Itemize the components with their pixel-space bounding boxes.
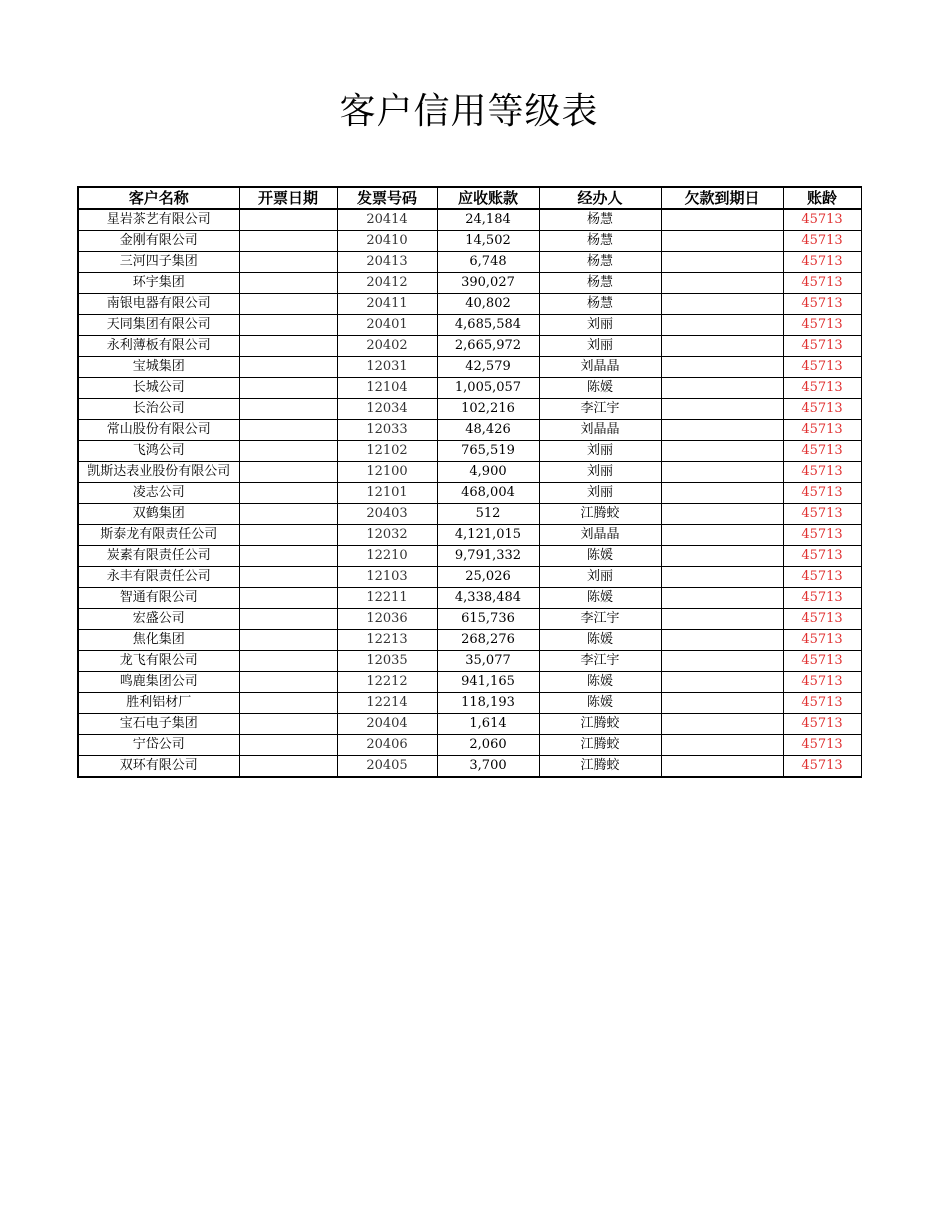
cell-due-date[interactable]	[661, 357, 783, 378]
table-row	[78, 483, 861, 504]
cell-due-date[interactable]	[661, 693, 783, 714]
cell-invoice-number[interactable]: 20403	[337, 504, 437, 525]
cell-customer-name[interactable]: 焦化集团	[78, 630, 239, 651]
cell-account-age[interactable]: 45713	[783, 231, 861, 252]
cell-handler[interactable]: 刘丽	[539, 567, 661, 588]
cell-customer-name[interactable]: 宁岱公司	[78, 735, 239, 756]
cell-receivable[interactable]: 40,802	[437, 294, 539, 315]
cell-customer-name[interactable]: 双环有限公司	[78, 756, 239, 778]
cell-invoice-date[interactable]	[239, 609, 337, 630]
cell-due-date[interactable]	[661, 231, 783, 252]
cell-handler[interactable]: 杨慧	[539, 209, 661, 231]
cell-account-age[interactable]: 45713	[783, 756, 861, 778]
cell-account-age[interactable]: 45713	[783, 546, 861, 567]
cell-due-date[interactable]	[661, 336, 783, 357]
cell-invoice-date[interactable]	[239, 315, 337, 336]
cell-receivable[interactable]: 468,004	[437, 483, 539, 504]
cell-handler[interactable]: 李江宇	[539, 609, 661, 630]
cell-receivable[interactable]: 118,193	[437, 693, 539, 714]
cell-customer-name[interactable]: 斯泰龙有限责任公司	[78, 525, 239, 546]
cell-handler[interactable]: 江腾蛟	[539, 756, 661, 778]
cell-account-age[interactable]: 45713	[783, 735, 861, 756]
cell-customer-name[interactable]: 永利薄板有限公司	[78, 336, 239, 357]
cell-customer-name[interactable]: 双鹤集团	[78, 504, 239, 525]
cell-account-age[interactable]: 45713	[783, 441, 861, 462]
cell-due-date[interactable]	[661, 378, 783, 399]
cell-account-age[interactable]: 45713	[783, 483, 861, 504]
cell-due-date[interactable]	[661, 735, 783, 756]
cell-account-age[interactable]: 45713	[783, 525, 861, 546]
table-row	[78, 357, 861, 378]
cell-account-age[interactable]: 45713	[783, 252, 861, 273]
cell-due-date[interactable]	[661, 209, 783, 231]
cell-receivable[interactable]: 35,077	[437, 651, 539, 672]
header-receivable[interactable]: 应收账款	[437, 187, 539, 209]
table-header-row	[78, 187, 861, 209]
cell-due-date[interactable]	[661, 294, 783, 315]
cell-customer-name[interactable]: 飞鸿公司	[78, 441, 239, 462]
cell-invoice-number[interactable]: 12032	[337, 525, 437, 546]
cell-invoice-date[interactable]	[239, 399, 337, 420]
cell-handler[interactable]: 刘丽	[539, 336, 661, 357]
cell-due-date[interactable]	[661, 462, 783, 483]
cell-receivable[interactable]: 25,026	[437, 567, 539, 588]
table-row	[78, 756, 861, 778]
cell-handler[interactable]: 杨慧	[539, 294, 661, 315]
cell-handler[interactable]: 刘晶晶	[539, 525, 661, 546]
cell-handler[interactable]: 陈媛	[539, 693, 661, 714]
cell-invoice-date[interactable]	[239, 483, 337, 504]
table-body	[78, 209, 861, 777]
cell-customer-name[interactable]: 南银电器有限公司	[78, 294, 239, 315]
header-due-date[interactable]: 欠款到期日	[661, 187, 783, 209]
cell-invoice-number[interactable]: 12031	[337, 357, 437, 378]
cell-invoice-date[interactable]	[239, 357, 337, 378]
cell-account-age[interactable]: 45713	[783, 651, 861, 672]
cell-due-date[interactable]	[661, 546, 783, 567]
cell-due-date[interactable]	[661, 714, 783, 735]
cell-invoice-number[interactable]: 20410	[337, 231, 437, 252]
cell-invoice-date[interactable]	[239, 546, 337, 567]
table-row	[78, 420, 861, 441]
cell-invoice-number[interactable]: 12034	[337, 399, 437, 420]
cell-receivable[interactable]: 24,184	[437, 209, 539, 231]
cell-account-age[interactable]: 45713	[783, 420, 861, 441]
cell-invoice-date[interactable]	[239, 756, 337, 778]
cell-handler[interactable]: 江腾蛟	[539, 714, 661, 735]
cell-handler[interactable]: 江腾蛟	[539, 504, 661, 525]
cell-due-date[interactable]	[661, 399, 783, 420]
cell-invoice-number[interactable]: 20406	[337, 735, 437, 756]
cell-invoice-number[interactable]: 12104	[337, 378, 437, 399]
cell-invoice-number[interactable]: 12214	[337, 693, 437, 714]
table-row	[78, 630, 861, 651]
table-row	[78, 504, 861, 525]
table-row	[78, 378, 861, 399]
cell-receivable[interactable]: 765,519	[437, 441, 539, 462]
cell-receivable[interactable]: 3,700	[437, 756, 539, 778]
cell-receivable[interactable]: 512	[437, 504, 539, 525]
cell-due-date[interactable]	[661, 609, 783, 630]
table-row	[78, 672, 861, 693]
cell-invoice-date[interactable]	[239, 504, 337, 525]
cell-invoice-date[interactable]	[239, 420, 337, 441]
cell-handler[interactable]: 李江宇	[539, 651, 661, 672]
cell-receivable[interactable]: 1,614	[437, 714, 539, 735]
cell-account-age[interactable]: 45713	[783, 378, 861, 399]
cell-due-date[interactable]	[661, 315, 783, 336]
cell-due-date[interactable]	[661, 441, 783, 462]
cell-customer-name[interactable]: 天同集团有限公司	[78, 315, 239, 336]
cell-invoice-date[interactable]	[239, 273, 337, 294]
cell-customer-name[interactable]: 环宇集团	[78, 273, 239, 294]
cell-invoice-number[interactable]: 12210	[337, 546, 437, 567]
cell-customer-name[interactable]: 凯斯达表业股份有限公司	[78, 462, 239, 483]
cell-handler[interactable]: 杨慧	[539, 252, 661, 273]
cell-handler[interactable]: 刘丽	[539, 462, 661, 483]
cell-account-age[interactable]: 45713	[783, 399, 861, 420]
cell-handler[interactable]: 陈媛	[539, 588, 661, 609]
cell-handler[interactable]: 陈媛	[539, 546, 661, 567]
cell-invoice-number[interactable]: 20401	[337, 315, 437, 336]
table-row	[78, 735, 861, 756]
cell-account-age[interactable]: 45713	[783, 714, 861, 735]
cell-invoice-date[interactable]	[239, 441, 337, 462]
cell-due-date[interactable]	[661, 483, 783, 504]
header-invoice-date[interactable]: 开票日期	[239, 187, 337, 209]
cell-handler[interactable]: 陈媛	[539, 630, 661, 651]
cell-account-age[interactable]: 45713	[783, 294, 861, 315]
cell-account-age[interactable]: 45713	[783, 357, 861, 378]
cell-handler[interactable]: 刘晶晶	[539, 357, 661, 378]
cell-account-age[interactable]: 45713	[783, 693, 861, 714]
header-account-age[interactable]: 账龄	[783, 187, 861, 209]
cell-invoice-date[interactable]	[239, 462, 337, 483]
cell-due-date[interactable]	[661, 756, 783, 778]
cell-receivable[interactable]: 42,579	[437, 357, 539, 378]
cell-due-date[interactable]	[661, 588, 783, 609]
cell-receivable[interactable]: 14,502	[437, 231, 539, 252]
cell-customer-name[interactable]: 常山股份有限公司	[78, 420, 239, 441]
cell-due-date[interactable]	[661, 525, 783, 546]
cell-invoice-number[interactable]: 12211	[337, 588, 437, 609]
cell-receivable[interactable]: 4,121,015	[437, 525, 539, 546]
cell-account-age[interactable]: 45713	[783, 273, 861, 294]
cell-customer-name[interactable]: 炭素有限责任公司	[78, 546, 239, 567]
cell-customer-name[interactable]: 宝石电子集团	[78, 714, 239, 735]
cell-account-age[interactable]: 45713	[783, 209, 861, 231]
cell-due-date[interactable]	[661, 273, 783, 294]
cell-customer-name[interactable]: 鸣鹿集团公司	[78, 672, 239, 693]
cell-invoice-date[interactable]	[239, 588, 337, 609]
cell-invoice-number[interactable]: 12035	[337, 651, 437, 672]
cell-due-date[interactable]	[661, 252, 783, 273]
cell-receivable[interactable]: 48,426	[437, 420, 539, 441]
cell-invoice-date[interactable]	[239, 630, 337, 651]
cell-customer-name[interactable]: 宏盛公司	[78, 609, 239, 630]
cell-account-age[interactable]: 45713	[783, 462, 861, 483]
cell-customer-name[interactable]: 星岩茶艺有限公司	[78, 209, 239, 231]
cell-account-age[interactable]: 45713	[783, 630, 861, 651]
cell-account-age[interactable]: 45713	[783, 315, 861, 336]
table-row	[78, 315, 861, 336]
page-title: 客户信用等级表	[339, 91, 599, 132]
cell-invoice-number[interactable]: 20404	[337, 714, 437, 735]
table-row	[78, 525, 861, 546]
table-row	[78, 336, 861, 357]
cell-receivable[interactable]: 4,900	[437, 462, 539, 483]
cell-invoice-date[interactable]	[239, 294, 337, 315]
cell-invoice-number[interactable]: 12212	[337, 672, 437, 693]
cell-receivable[interactable]: 102,216	[437, 399, 539, 420]
cell-due-date[interactable]	[661, 651, 783, 672]
cell-account-age[interactable]: 45713	[783, 609, 861, 630]
cell-invoice-date[interactable]	[239, 231, 337, 252]
cell-invoice-date[interactable]	[239, 378, 337, 399]
table-row	[78, 252, 861, 273]
cell-invoice-date[interactable]	[239, 735, 337, 756]
cell-account-age[interactable]: 45713	[783, 672, 861, 693]
header-invoice-number[interactable]: 发票号码	[337, 187, 437, 209]
table-row	[78, 209, 861, 231]
cell-invoice-number[interactable]: 12033	[337, 420, 437, 441]
cell-customer-name[interactable]: 长治公司	[78, 399, 239, 420]
cell-receivable[interactable]: 941,165	[437, 672, 539, 693]
cell-invoice-date[interactable]	[239, 525, 337, 546]
table-row	[78, 567, 861, 588]
cell-handler[interactable]: 江腾蛟	[539, 735, 661, 756]
cell-invoice-date[interactable]	[239, 567, 337, 588]
cell-handler[interactable]: 陈媛	[539, 672, 661, 693]
cell-invoice-date[interactable]	[239, 693, 337, 714]
cell-handler[interactable]: 陈媛	[539, 378, 661, 399]
cell-customer-name[interactable]: 长城公司	[78, 378, 239, 399]
cell-invoice-number[interactable]: 20413	[337, 252, 437, 273]
cell-customer-name[interactable]: 宝城集团	[78, 357, 239, 378]
cell-account-age[interactable]: 45713	[783, 504, 861, 525]
cell-handler[interactable]: 杨慧	[539, 273, 661, 294]
cell-customer-name[interactable]: 凌志公司	[78, 483, 239, 504]
table-row	[78, 714, 861, 735]
cell-customer-name[interactable]: 永丰有限责任公司	[78, 567, 239, 588]
cell-customer-name[interactable]: 龙飞有限公司	[78, 651, 239, 672]
table-row	[78, 294, 861, 315]
cell-invoice-date[interactable]	[239, 672, 337, 693]
table-row	[78, 693, 861, 714]
header-handler[interactable]: 经办人	[539, 187, 661, 209]
cell-receivable[interactable]: 9,791,332	[437, 546, 539, 567]
cell-invoice-number[interactable]: 12036	[337, 609, 437, 630]
cell-invoice-date[interactable]	[239, 252, 337, 273]
cell-invoice-number[interactable]: 12100	[337, 462, 437, 483]
credit-table	[77, 186, 862, 778]
header-customer-name[interactable]: 客户名称	[78, 187, 239, 209]
cell-invoice-number[interactable]: 20414	[337, 209, 437, 231]
cell-due-date[interactable]	[661, 630, 783, 651]
cell-handler[interactable]: 刘丽	[539, 441, 661, 462]
table-row	[78, 399, 861, 420]
cell-receivable[interactable]: 6,748	[437, 252, 539, 273]
cell-receivable[interactable]: 268,276	[437, 630, 539, 651]
cell-customer-name[interactable]: 智通有限公司	[78, 588, 239, 609]
cell-due-date[interactable]	[661, 504, 783, 525]
cell-receivable[interactable]: 4,338,484	[437, 588, 539, 609]
cell-account-age[interactable]: 45713	[783, 588, 861, 609]
cell-due-date[interactable]	[661, 567, 783, 588]
table-row	[78, 651, 861, 672]
table-row	[78, 588, 861, 609]
cell-invoice-date[interactable]	[239, 714, 337, 735]
cell-invoice-date[interactable]	[239, 336, 337, 357]
cell-invoice-number[interactable]: 12213	[337, 630, 437, 651]
cell-invoice-date[interactable]	[239, 209, 337, 231]
cell-customer-name[interactable]: 金刚有限公司	[78, 231, 239, 252]
table-row	[78, 441, 861, 462]
cell-handler[interactable]: 李江宇	[539, 399, 661, 420]
table-row	[78, 546, 861, 567]
cell-invoice-date[interactable]	[239, 651, 337, 672]
table-row	[78, 231, 861, 252]
table-row	[78, 273, 861, 294]
cell-invoice-number[interactable]: 20412	[337, 273, 437, 294]
cell-customer-name[interactable]: 胜利铝材厂	[78, 693, 239, 714]
cell-handler[interactable]: 刘晶晶	[539, 420, 661, 441]
cell-invoice-number[interactable]: 12102	[337, 441, 437, 462]
cell-handler[interactable]: 刘丽	[539, 483, 661, 504]
table-row	[78, 609, 861, 630]
cell-account-age[interactable]: 45713	[783, 567, 861, 588]
cell-receivable[interactable]: 4,685,584	[437, 315, 539, 336]
cell-handler[interactable]: 杨慧	[539, 231, 661, 252]
cell-receivable[interactable]: 1,005,057	[437, 378, 539, 399]
cell-handler[interactable]: 刘丽	[539, 315, 661, 336]
cell-receivable[interactable]: 2,665,972	[437, 336, 539, 357]
cell-due-date[interactable]	[661, 420, 783, 441]
cell-receivable[interactable]: 615,736	[437, 609, 539, 630]
cell-receivable[interactable]: 2,060	[437, 735, 539, 756]
cell-invoice-number[interactable]: 20411	[337, 294, 437, 315]
cell-invoice-number[interactable]: 12101	[337, 483, 437, 504]
table-row	[78, 462, 861, 483]
cell-invoice-number[interactable]: 20405	[337, 756, 437, 778]
cell-account-age[interactable]: 45713	[783, 336, 861, 357]
cell-customer-name[interactable]: 三河四子集团	[78, 252, 239, 273]
cell-receivable[interactable]: 390,027	[437, 273, 539, 294]
cell-invoice-number[interactable]: 20402	[337, 336, 437, 357]
cell-invoice-number[interactable]: 12103	[337, 567, 437, 588]
cell-due-date[interactable]	[661, 672, 783, 693]
